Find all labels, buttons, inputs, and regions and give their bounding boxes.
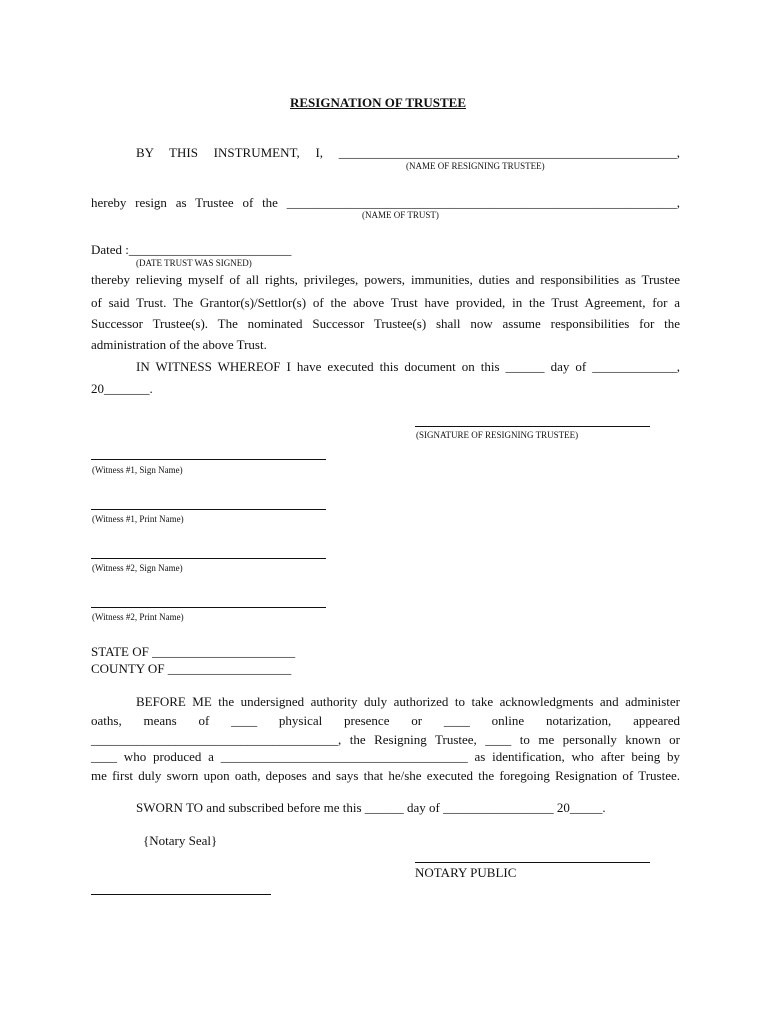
para1-line3: Successor Trustee(s). The nominated Successor Trustee(s) shall now assume responsibilities for the: [91, 316, 680, 331]
ack-line3: ______________________________________, the Resigning Trustee, ____ to me personally known or: [91, 732, 680, 747]
notary-seal: {Notary Seal}: [143, 833, 218, 848]
notary-public-label: NOTARY PUBLIC: [415, 865, 517, 880]
witness-whereof-line: IN WITNESS WHEREOF I have executed this document on this ______ day of _____________,: [136, 359, 680, 374]
ack-line4: ____ who produced a ______________________________________ as identification, who after being by: [91, 749, 680, 764]
label-signature: (SIGNATURE OF RESIGNING TRUSTEE): [416, 430, 579, 440]
notary-name-line: [91, 894, 271, 895]
witness1-print-line: [91, 509, 326, 510]
witness2-sign-line: [91, 558, 326, 559]
para1-line4: administration of the above Trust.: [91, 337, 267, 352]
dated-line: Dated :_________________________: [91, 242, 292, 257]
sworn-line: SWORN TO and subscribed before me this ______ day of _________________ 20_____.: [136, 800, 606, 815]
witness-year-line: 20_______.: [91, 381, 153, 396]
document-title: RESIGNATION OF TRUSTEE: [290, 95, 467, 110]
witness2-print-label: (Witness #2, Print Name): [92, 612, 184, 622]
witness1-print-label: (Witness #1, Print Name): [92, 514, 184, 524]
witness1-sign-label: (Witness #1, Sign Name): [92, 465, 183, 475]
ack-line2: oaths, means of ____ physical presence or ____ online notarization, appeared: [91, 713, 680, 728]
notary-signature-line: [415, 862, 650, 863]
witness2-print-line: [91, 607, 326, 608]
label-trust: (NAME OF TRUST): [362, 210, 439, 220]
para1-line1: thereby relieving myself of all rights, privileges, powers, immunities, duties and responsibilities as Trustee: [91, 272, 680, 287]
label-resigning-trustee: (NAME OF RESIGNING TRUSTEE): [406, 161, 545, 171]
state-line: STATE OF ______________________: [91, 644, 296, 659]
trustee-signature-line: [415, 426, 650, 427]
county-line: COUNTY OF ___________________: [91, 661, 292, 676]
instrument-line: BY THIS INSTRUMENT, I, ____________________________________________________,: [136, 145, 680, 160]
witness2-sign-label: (Witness #2, Sign Name): [92, 563, 183, 573]
ack-line1: BEFORE ME the undersigned authority duly authorized to take acknowledgments and administer: [136, 694, 680, 709]
witness1-sign-line: [91, 459, 326, 460]
para1-line2: of said Trust. The Grantor(s)/Settlor(s) of the above Trust have provided, in the Trust Agreement, for a: [91, 295, 680, 310]
label-date-signed: (DATE TRUST WAS SIGNED): [136, 258, 252, 268]
ack-line5: me first duly sworn upon oath, deposes and says that he/she executed the foregoing Resignation of Trustee.: [91, 768, 680, 783]
resign-line: hereby resign as Trustee of the ____________________________________________________________,: [91, 195, 680, 210]
